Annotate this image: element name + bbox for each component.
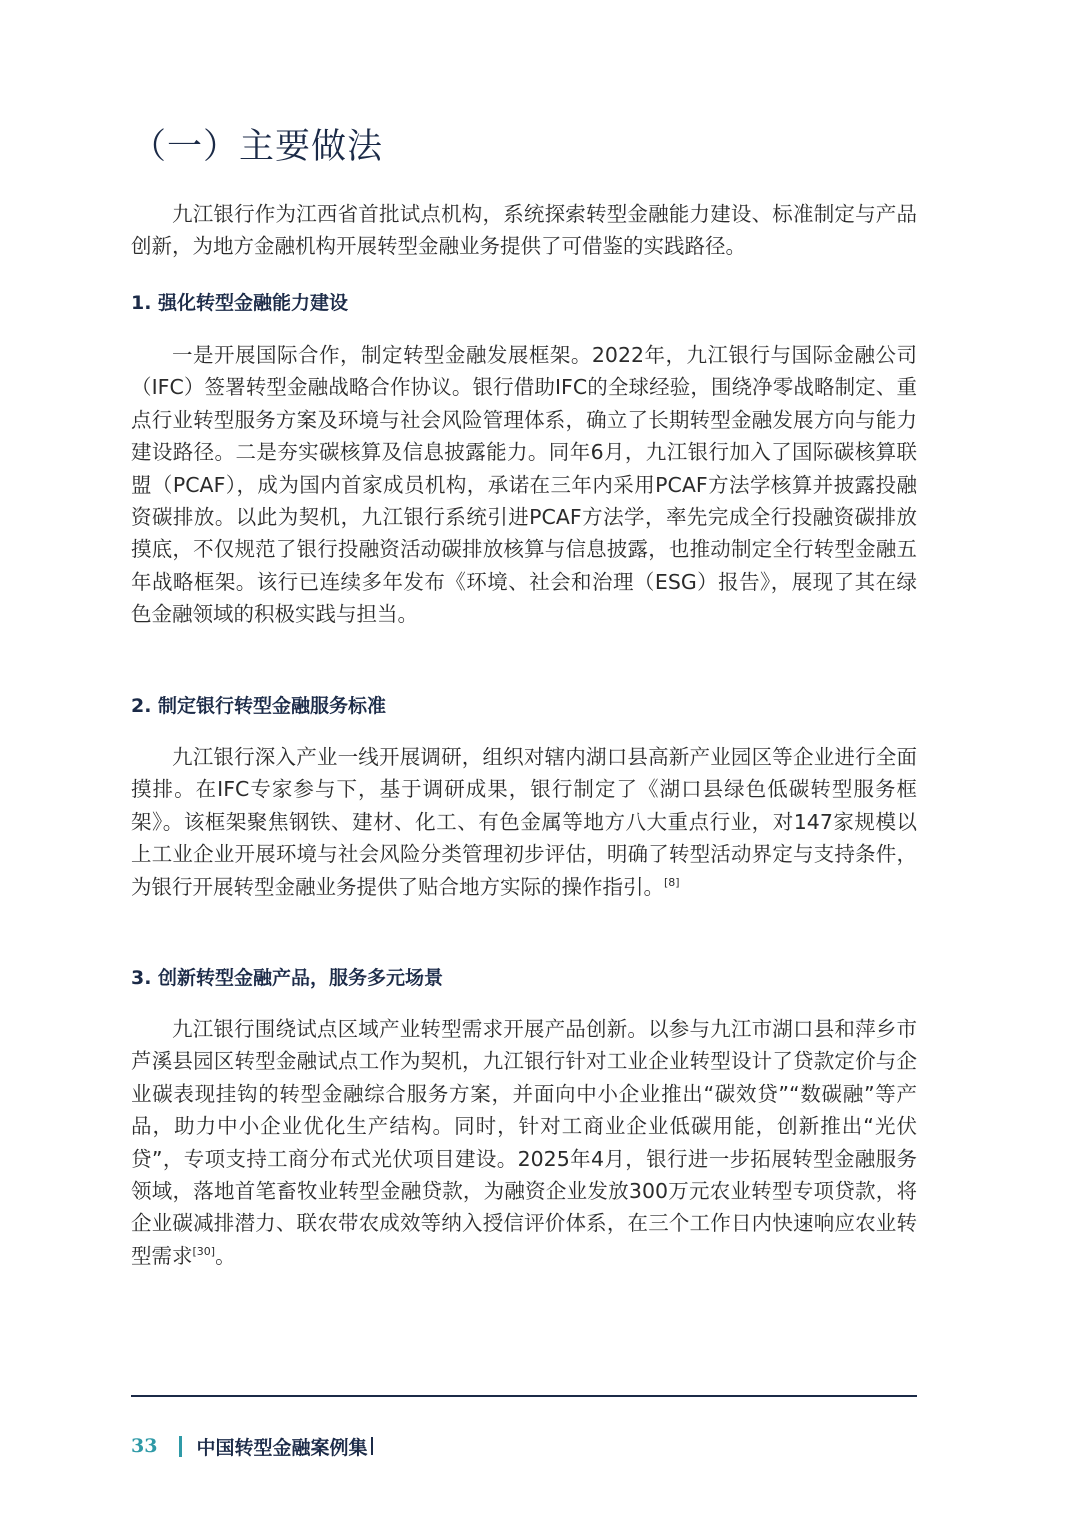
- subsection-1-heading: 1. 强化转型金融能力建设: [131, 292, 349, 314]
- subsection-3-paragraph: [131, 1013, 917, 1272]
- page-footer: [131, 1430, 373, 1462]
- publication-title: 中国转型金融案例集: [196, 1436, 368, 1459]
- footer-divider: [131, 1395, 917, 1397]
- reference-30: [30]: [192, 1245, 216, 1259]
- subsection-3-heading: 3. 创新转型金融产品，服务多元场景: [131, 967, 444, 989]
- reference-8: [8]: [664, 875, 680, 889]
- subsection-3-text: 九江银行围绕试点区域产业转型需求开展产品创新。以参与九江市湖口县和萍乡市芦溪县园区转型金融试点工作为契机，九江银行针对工业企业转型设计了贷款定价与企业碳表现挂钩的转型金融综合服务方案，并面向中小企业推出“碳效贷”“数碳融”等产品，助力中小企业优化生产结构。同时，针对工商业企业低碳用能，创新推出“光伏贷”，专项支持工商分布式光伏项目建设。2025年4月，银行进一步拓展转型金融服务领域，落地首笔畜牧业转型金融贷款，为融资企业发放300万元农业转型专项贷款，将企业碳减排潜力、联农带农成效等纳入授信评价体系，在三个工作日内快速响应农业转型需求: [131, 1017, 917, 1268]
- intro-paragraph: 九江银行作为江西省首批试点机构，系统探索转型金融能力建设、标准制定与产品创新，为地方金融机构开展转型金融业务提供了可借鉴的实践路径。: [131, 202, 917, 259]
- section-heading: （一）主要做法: [131, 127, 384, 167]
- footer-end-mark: [371, 1437, 373, 1455]
- page-number: 33: [131, 1435, 158, 1457]
- page-content: [131, 0, 917, 1527]
- subsection-2-heading: 2. 制定银行转型金融服务标准: [131, 695, 387, 717]
- footer-separator: [179, 1436, 182, 1457]
- subsection-2-text: 九江银行深入产业一线开展调研，组织对辖内湖口县高新产业园区等企业进行全面摸排。在IFC专家参与下，基于调研成果，银行制定了《湖口县绿色低碳转型服务框架》。该框架聚焦钢铁、建材、化工、有色金属等地方八大重点行业，对147家规模以上工业企业开展环境与社会风险分类管理初步评估，明确了转型活动界定与支持条件，为银行开展转型金融业务提供了贴合地方实际的操作指引。: [131, 745, 917, 899]
- subsection-3-tail: 。: [215, 1243, 236, 1268]
- subsection-2-paragraph: [131, 741, 917, 903]
- subsection-1-paragraph: 一是开展国际合作，制定转型金融发展框架。2022年，九江银行与国际金融公司（IFC）签署转型金融战略合作协议。银行借助IFC的全球经验，围绕净零战略制定、重点行业转型服务方案及环境与社会风险管理体系，确立了长期转型金融发展方向与能力建设路径。二是夯实碳核算及信息披露能力。同年6月，九江银行加入了国际碳核算联盟（PCAF），成为国内首家成员机构，承诺在三年内采用PCAF方法学核算并披露投融资碳排放。以此为契机，九江银行系统引进PCAF方法学，率先完成全行投融资碳排放摸底，不仅规范了银行投融资活动碳排放核算与信息披露，也推动制定全行转型金融五年战略框架。该行已连续多年发布《环境、社会和治理（ESG）报告》，展现了其在绿色金融领域的积极实践与担当。: [131, 343, 917, 627]
